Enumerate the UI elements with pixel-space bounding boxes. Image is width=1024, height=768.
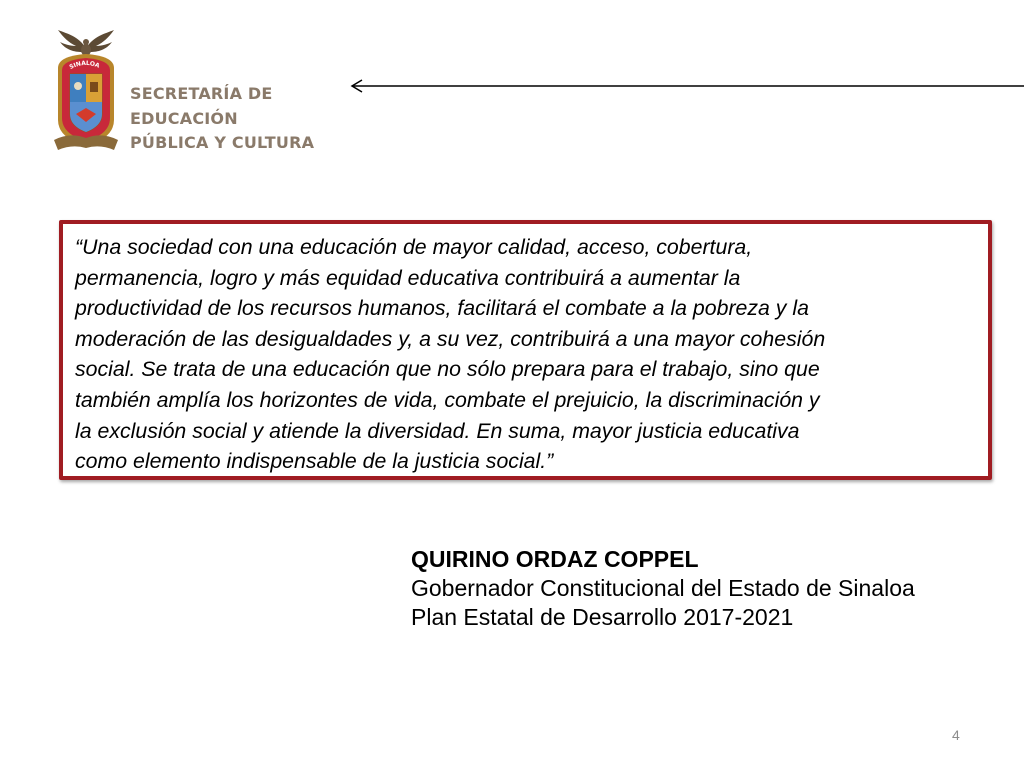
author-name: QUIRINO ORDAZ COPPEL [411,546,699,572]
quote-frame [59,220,992,480]
organization-name [130,82,314,156]
quote-line: productividad de los recursos humanos, facilitará el combate a la pobreza y la [75,296,809,321]
quote-text [75,232,980,477]
quote-line: como elemento indispensable de la justicia social.” [75,449,554,474]
attribution [411,545,915,632]
quote-line: social. Se trata de una educación que no sólo prepara para el trabajo, sino que [75,357,820,382]
emblem-lettering: SINALOA [68,59,101,71]
organization-line: PÚBLICA Y CULTURA [130,133,315,152]
organization-line: EDUCACIÓN [130,108,238,128]
author-role: Gobernador Constitucional del Estado de Sinaloa [411,575,915,601]
eagle-icon [58,30,114,56]
source-document: Plan Estatal de Desarrollo 2017-2021 [411,604,794,630]
quote-line: “Una sociedad con una educación de mayor calidad, acceso, cobertura, [75,235,753,259]
quote-line: moderación de las desigualdades y, a su vez, contribuirá a una mayor cohesión [75,326,826,351]
page-number: 4 [952,727,960,743]
organization-line: SECRETARÍA DE [130,84,273,103]
quote-line: permanencia, logro y más equidad educativa contribuirá a aumentar la [75,265,741,290]
left-arrow-icon [348,78,1024,94]
quote-line: la exclusión social y atiende la diversidad. En suma, mayor justicia educativa [75,418,800,443]
quote-line: también amplía los horizontes de vida, combate el prejuicio, la discriminación y [75,387,820,412]
state-emblem-logo [50,28,122,154]
